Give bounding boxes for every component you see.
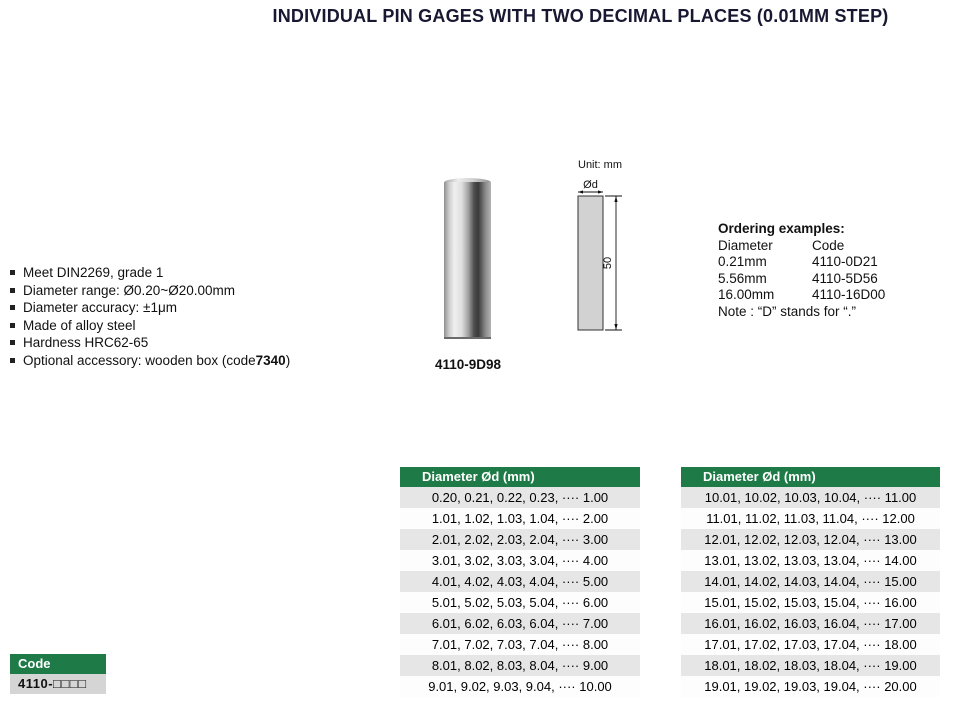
bullet-icon [10,323,15,328]
ordering-diameter: 5.56mm [718,270,767,286]
ordering-code: 4110-5D56 [812,270,878,286]
product-code-label: 4110-9D98 [434,357,502,372]
bullet-icon [10,340,15,345]
table-row: 17.01, 17.02, 17.03, 17.04, ···· 18.00 [681,634,940,655]
ordering-code: 4110-16D00 [812,287,886,302]
table-row: 4.01, 4.02, 4.03, 4.04, ···· 5.00 [400,571,640,592]
ordering-examples [718,221,885,320]
table-row: 14.01, 14.02, 14.03, 14.04, ···· 15.00 [681,571,940,592]
table-row: 11.01, 11.02, 11.03, 11.04, ···· 12.00 [681,508,940,529]
feature-code: 7340 [255,352,286,368]
bullet-icon [10,358,15,363]
feature-list [10,264,290,369]
feature-text: Diameter range: Ø0.20~Ø20.00mm [23,282,235,298]
table-row: 16.01, 16.02, 16.03, 16.04, ···· 17.00 [681,613,940,634]
arrow-left-icon [578,190,583,193]
table-row: 10.01, 10.02, 10.03, 10.04, ···· 11.00 [681,487,940,508]
table-row: 3.01, 3.02, 3.03, 3.04, ···· 4.00 [400,550,640,571]
diameter-table-left [400,467,640,697]
feature-text: Optional accessory: wooden box (code [23,352,256,368]
arrow-right-icon [598,190,603,193]
page-title: INDIVIDUAL PIN GAGES WITH TWO DECIMAL PLACES (0.01MM STEP) [272,6,889,26]
unit-label: Unit: mm [578,159,622,171]
table-row: 1.01, 1.02, 1.03, 1.04, ···· 2.00 [400,508,640,529]
ordering-header-row [718,238,885,255]
table-row: 15.01, 15.02, 15.03, 15.04, ···· 16.00 [681,592,940,613]
ordering-code: 4110-0D21 [812,254,878,269]
ordering-row [718,287,885,304]
bullet-icon [10,305,15,310]
diameter-dim-label: Ød [583,179,598,191]
table-row: 9.01, 9.02, 9.03, 9.04, ···· 10.00 [400,676,640,697]
table-header: Diameter Ød (mm) [400,467,640,487]
feature-text: Made of alloy steel [23,317,136,333]
feature-item [10,264,290,282]
bullet-icon [10,270,15,275]
feature-item [10,299,290,317]
table-row: 0.20, 0.21, 0.22, 0.23, ···· 1.00 [400,487,640,508]
feature-item [10,317,290,335]
table-header: Diameter Ød (mm) [681,467,940,487]
ordering-header-diameter: Diameter [718,237,773,253]
dimension-drawing [570,150,650,340]
code-block-value: 4110-□□□□ [10,674,106,694]
code-block-header: Code [10,654,106,674]
table-row: 12.01, 12.02, 12.03, 12.04, ···· 13.00 [681,529,940,550]
table-row: 18.01, 18.02, 18.03, 18.04, ···· 19.00 [681,655,940,676]
feature-text-after: ) [285,352,291,368]
length-dim-label: 50 [602,256,614,270]
feature-text: Hardness HRC62-65 [23,335,149,350]
ordering-note: Note : “D” stands for “.” [718,303,857,319]
ordering-row [718,271,885,288]
feature-item [10,282,290,300]
ordering-diameter: 16.00mm [718,287,775,302]
table-row: 2.01, 2.02, 2.03, 2.04, ···· 3.00 [400,529,640,550]
feature-text: Meet DIN2269, grade 1 [23,265,164,280]
ordering-title: Ordering examples: [718,221,845,236]
bullet-icon [10,288,15,293]
table-row: 19.01, 19.02, 19.03, 19.04, ···· 20.00 [681,676,940,697]
table-row: 13.01, 13.02, 13.03, 13.04, ···· 14.00 [681,550,940,571]
ordering-diameter: 0.21mm [718,254,767,269]
pin-side-view [578,196,603,330]
pin-gage-image [444,178,491,339]
arrow-down-icon [614,324,617,330]
table-row: 6.01, 6.02, 6.03, 6.04, ···· 7.00 [400,613,640,634]
code-block [10,654,106,694]
feature-item [10,334,290,352]
arrow-up-icon [614,196,617,202]
diameter-table-right [681,467,940,697]
ordering-row [718,254,885,271]
feature-item [10,352,290,370]
ordering-header-code: Code [812,237,845,253]
feature-text: Diameter accuracy: ±1μm [23,300,177,315]
table-row: 8.01, 8.02, 8.03, 8.04, ···· 9.00 [400,655,640,676]
table-row: 5.01, 5.02, 5.03, 5.04, ···· 6.00 [400,592,640,613]
table-row: 7.01, 7.02, 7.03, 7.04, ···· 8.00 [400,634,640,655]
pin-body [444,182,491,339]
